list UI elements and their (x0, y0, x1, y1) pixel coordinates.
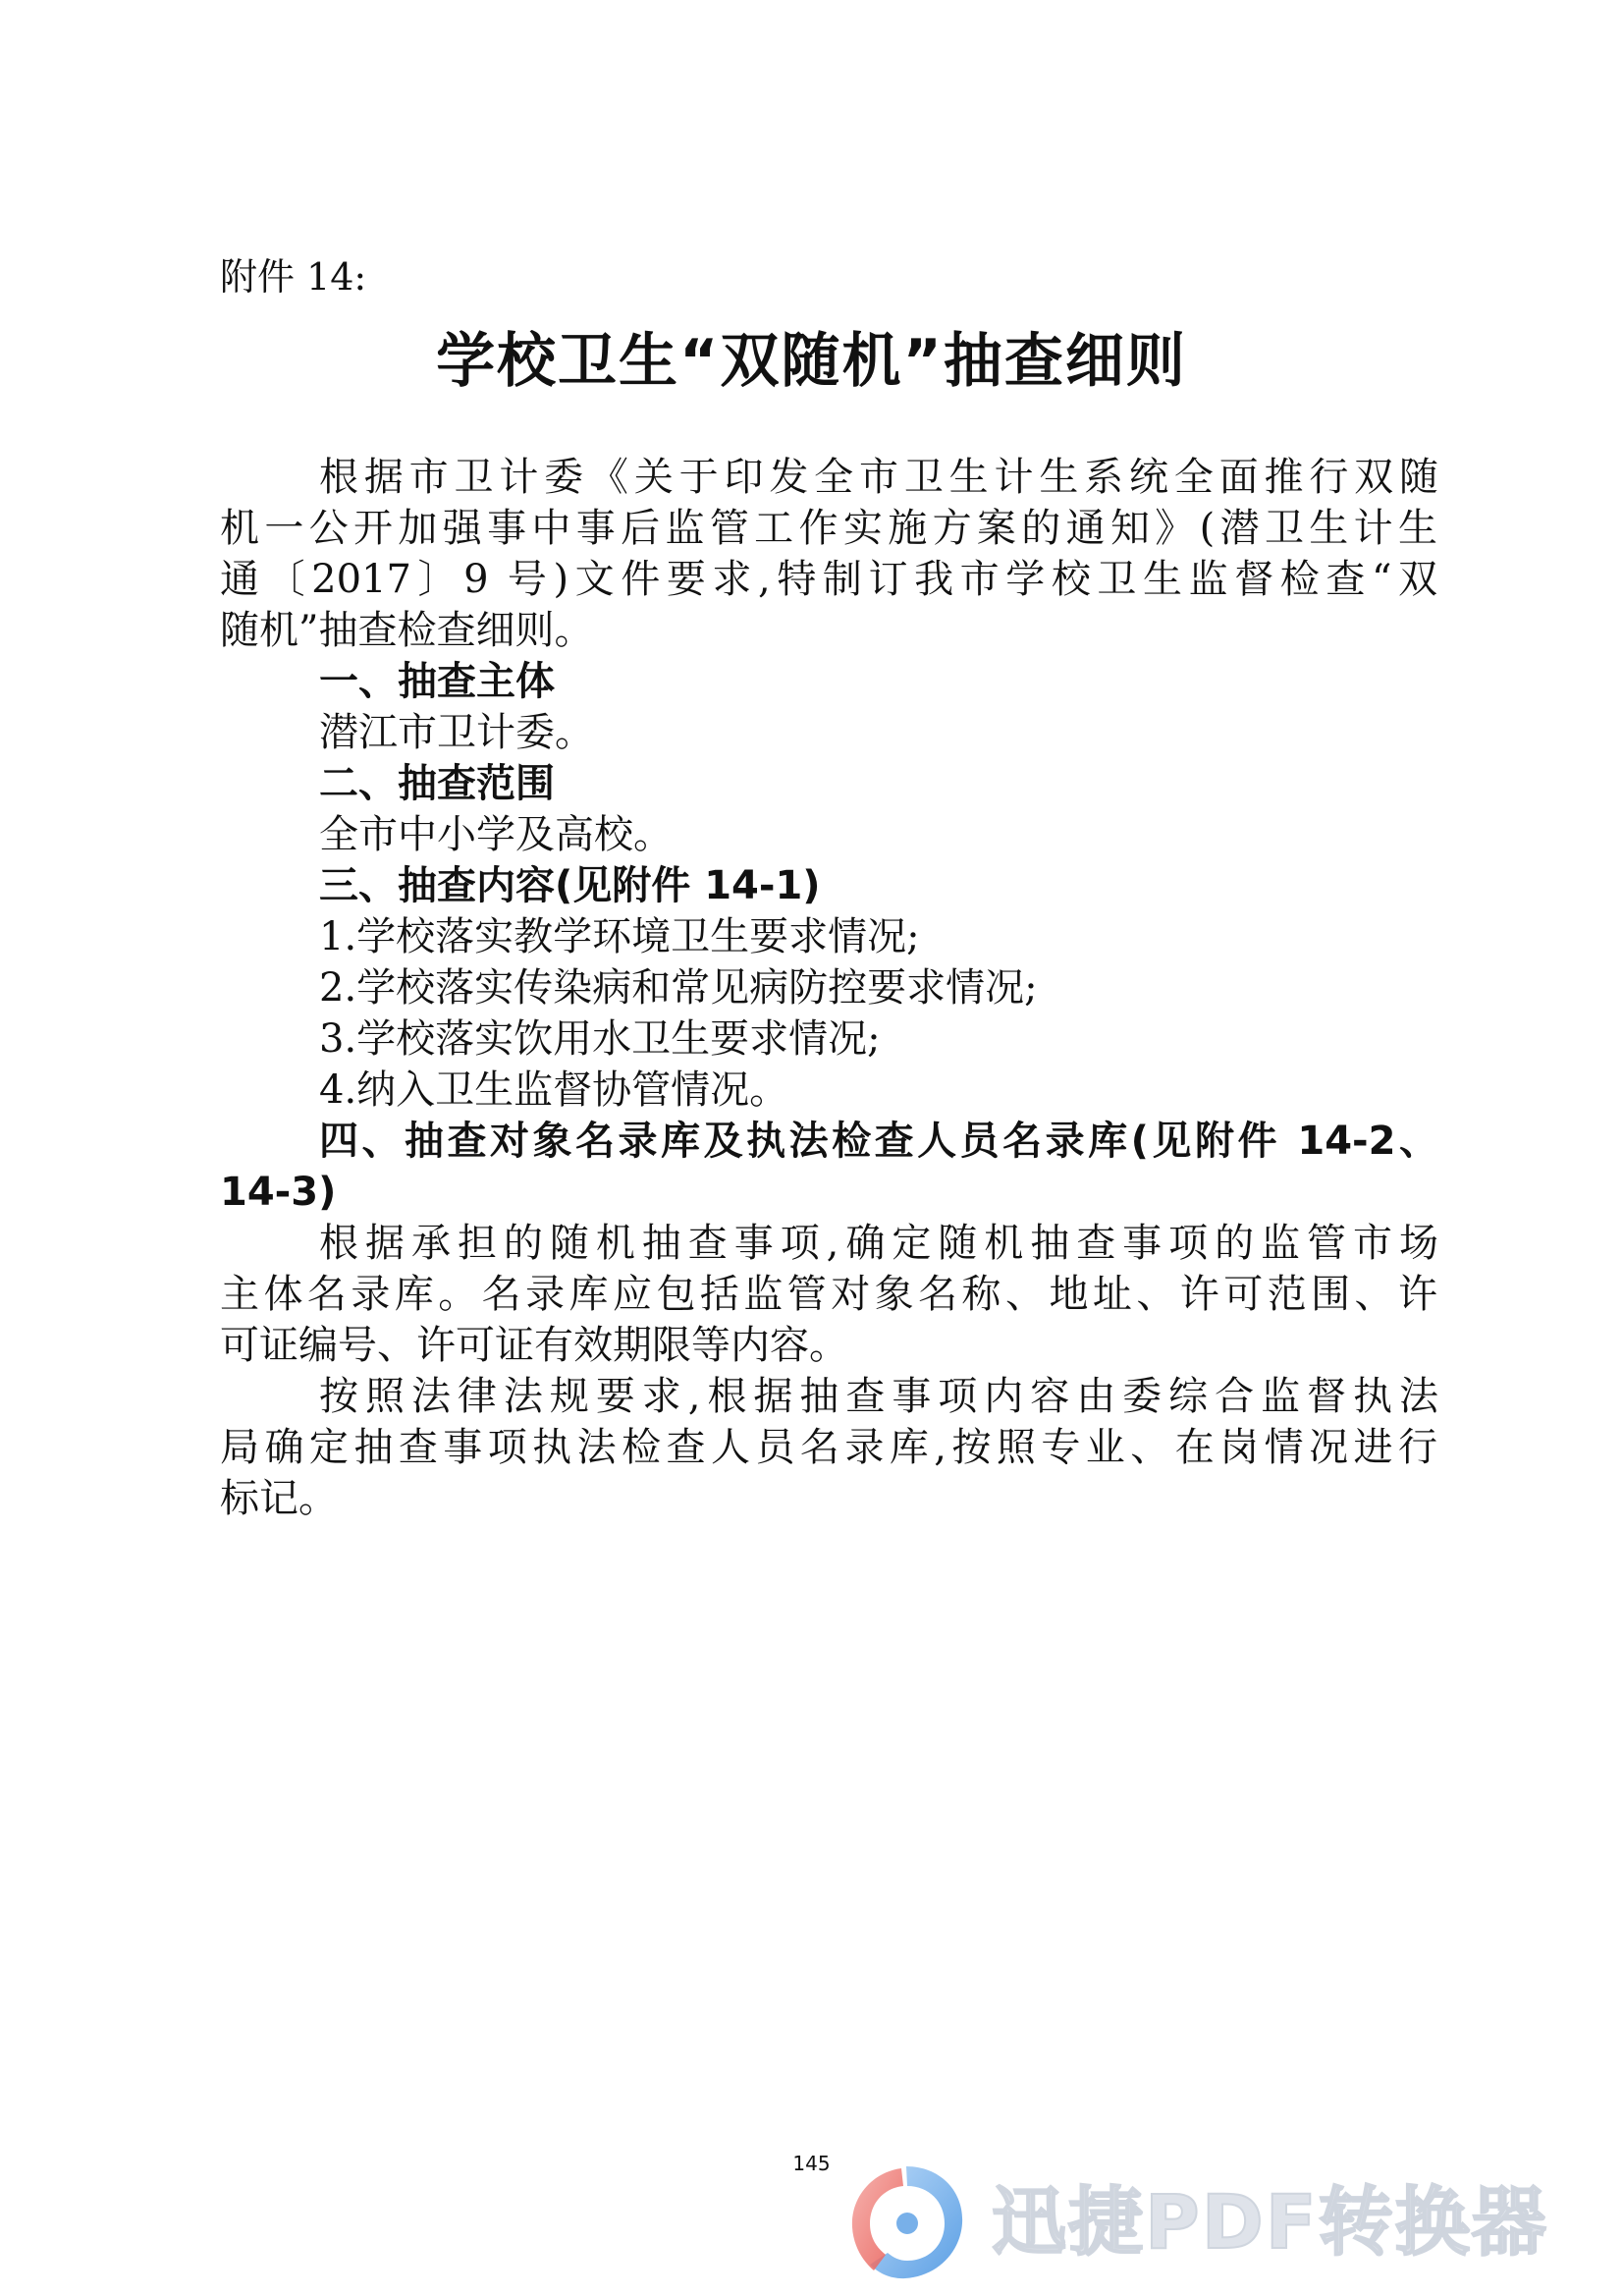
annex-label: 附件 14: (220, 255, 367, 299)
xunjie-logo-icon (842, 2159, 970, 2286)
section-3-item-2: 2.学校落实传染病和常见病防控要求情况; (319, 965, 1038, 1011)
section-2-body: 全市中小学及高校。 (319, 812, 673, 857)
section-1-heading: 一、抽查主体 (319, 659, 555, 704)
section-4-para-1-line-3: 可证编号、许可证有效期限等内容。 (220, 1323, 848, 1368)
section-4-para-1-line-2: 主体名录库。名录库应包括监管对象名称、地址、许可范围、许 (220, 1272, 1437, 1317)
section-2-heading: 二、抽查范围 (319, 761, 555, 806)
watermark-text: 迅捷PDF转换器 (992, 2178, 1548, 2266)
intro-line-1: 根据市卫计委《关于印发全市卫生计生系统全面推行双随 (319, 455, 1438, 500)
watermark (842, 2159, 1608, 2286)
document-title: 学校卫生“双随机”抽查细则 (436, 327, 1187, 396)
intro-line-4: 随机”抽查检查细则。 (220, 608, 594, 653)
section-3-heading: 三、抽查内容(见附件 14-1) (319, 863, 821, 908)
section-4-para-2-line-1: 按照法律法规要求,根据抽查事项内容由委综合监督执法 (319, 1374, 1438, 1419)
section-4-para-2-line-2: 局确定抽查事项执法检查人员名录库,按照专业、在岗情况进行 (220, 1425, 1437, 1470)
section-4-para-1-line-1: 根据承担的随机抽查事项,确定随机抽查事项的监管市场 (319, 1221, 1438, 1266)
section-4-heading-line-2: 14-3) (220, 1170, 337, 1215)
section-3-item-1: 1.学校落实教学环境卫生要求情况; (319, 914, 920, 959)
section-1-body: 潜江市卫计委。 (319, 710, 594, 755)
page-number: 145 (792, 2152, 831, 2175)
section-4-para-2-line-3: 标记。 (220, 1476, 338, 1521)
section-3-item-4: 4.纳入卫生监督协管情况。 (319, 1067, 789, 1113)
section-3-item-3: 3.学校落实饮用水卫生要求情况; (319, 1016, 881, 1062)
intro-line-3: 通〔2017〕9 号)文件要求,特制订我市学校卫生监督检查“双 (220, 557, 1437, 602)
section-4-heading-line-1: 四、抽查对象名录库及执法检查人员名录库(见附件 14-2、 (319, 1119, 1438, 1164)
intro-line-2: 机一公开加强事中事后监管工作实施方案的通知》(潜卫生计生 (220, 506, 1437, 551)
